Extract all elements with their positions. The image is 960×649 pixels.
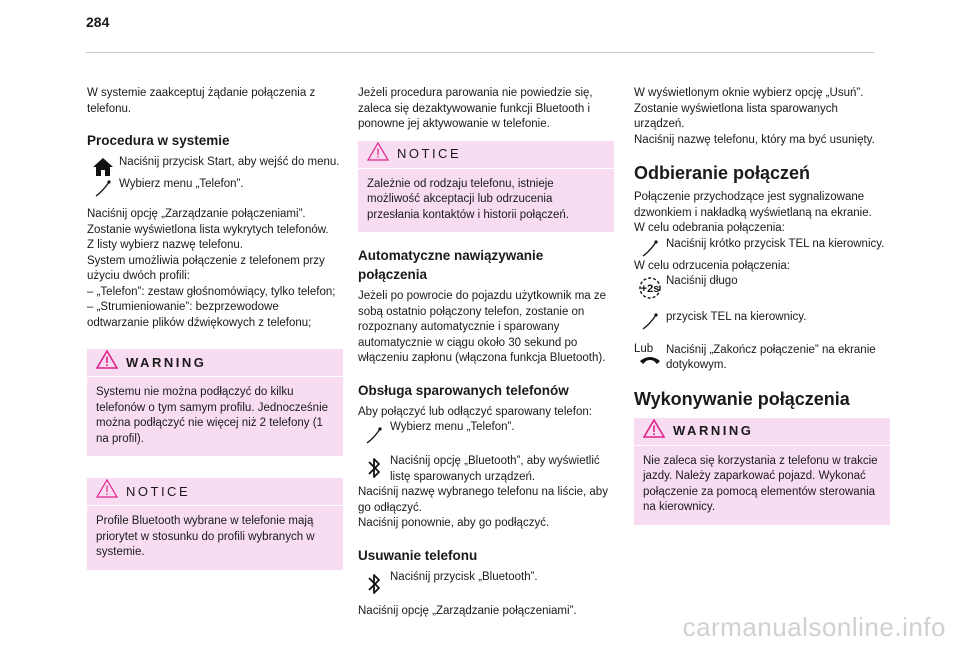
page-number: 284 (86, 14, 110, 30)
to-reject-text: W celu odrzucenia połączenia: (634, 259, 790, 272)
para-list-displayed: Zostanie wyświetlona lista wykrytych telefonów. (87, 223, 329, 236)
notice-text: Zależnie od rodzaju telefonu, istnieje możliwość akceptacji lub odrzucenia przesłania kontaktów i historii połączeń. (367, 177, 569, 221)
finger-touch-icon (634, 237, 666, 259)
step-telefon (87, 177, 343, 199)
hold-duration-label: +2s (640, 283, 660, 295)
heading-make-call: Wykonywanie połączenia (634, 388, 850, 409)
end-call-text: Naciśnij „Zakończ połączenie” na ekranie dotykowym. (666, 343, 876, 371)
delete-manage-text: Naciśnij opcję „Zarządzanie połączeniami”. (358, 604, 577, 617)
column-1 (87, 86, 343, 570)
warning-icon (643, 419, 673, 444)
para-manage-connections: Naciśnij opcję „Zarządzanie połączeniami”. (87, 208, 306, 220)
long-press-icon (634, 274, 666, 300)
to-answer-text: W celu odebrania połączenia: (634, 222, 785, 234)
warning-text: Nie zaleca się korzystania z telefonu w trakcie jazdy. Należy zaparkować pojazd. Wykonać połączenie za pomocą elementów sterowania na kierownicy. (643, 454, 878, 513)
incoming-call-text: Połączenie przychodzące jest sygnalizowane dzwonkiem i nakładką wyświetlaną na ekranie. (634, 191, 872, 219)
reject-tel-text: przycisk TEL na kierownicy. (666, 311, 807, 323)
bluetooth-icon (358, 570, 390, 596)
para-profile-streaming: – „Strumieniowanie”: bezprzewodowe odtwarzanie plików dźwiękowych z telefonu; (87, 301, 312, 329)
press-phone-name-text: Naciśnij nazwę telefonu, który ma być usunięty. (634, 133, 875, 146)
notice-title: NOTICE (126, 483, 191, 499)
manage-step-bluetooth (358, 454, 614, 485)
intro-text: W systemie zaakceptuj żądanie połączenia z telefonu. (87, 87, 316, 115)
delete-step-bluetooth-text: Naciśnij przycisk „Bluetooth”. (390, 570, 538, 583)
paired-list-text: Zostanie wyświetlona lista sparowanych urządzeń. (634, 102, 838, 130)
watermark: carmanualsonline.info (682, 612, 946, 642)
header-rule (86, 52, 874, 53)
end-call-step (634, 343, 890, 374)
notice-box-2 (358, 141, 614, 233)
bluetooth-icon (358, 454, 390, 480)
warning-title: WARNING (673, 423, 754, 439)
pairing-failed-text: Jeżeli procedura parowania nie powiedzie się, zaleca się dezaktywowanie funkcji Bluetooth i ponowne jej aktywowanie w telefonie. (358, 87, 593, 130)
manage-intro: Aby połączyć lub odłączyć sparowany telefon: (358, 405, 592, 418)
heading-auto-connect: Automatyczne nawiązywanie połączenia (358, 248, 544, 282)
answer-step-text: Naciśnij krótko przycisk TEL na kierownicy. (666, 237, 885, 250)
column-3 (634, 86, 890, 525)
auto-connect-text: Jeżeli po powrocie do pojazdu użytkownik ma ze sobą ostatnio połączony telefon, zostanie on rozpoznany automatycznie i sparowany automatycznie w ciągu około 30 sekund po włączeniu zapłonu (włączona funkcja Bluetooth). (358, 290, 607, 364)
warning-box (87, 349, 343, 456)
manage-step-telefon (358, 420, 614, 446)
reject-long-press-text: Naciśnij długo (666, 275, 738, 287)
home-icon (87, 155, 119, 177)
manage-reconnect-text: Naciśnij ponownie, aby go podłączyć. (358, 517, 550, 529)
step-start (87, 155, 343, 177)
heading-procedure: Procedura w systemie (87, 133, 230, 148)
warning-box-2 (634, 418, 890, 525)
notice-title: NOTICE (397, 146, 462, 162)
heading-manage-paired: Obsługa sparowanych telefonów (358, 382, 569, 398)
finger-touch-icon (358, 420, 390, 446)
finger-touch-icon (634, 310, 666, 332)
or-text: Lub (634, 343, 654, 355)
answer-step (634, 237, 890, 259)
finger-touch-icon (87, 177, 119, 199)
step-start-text: Naciśnij przycisk Start, aby wejść do menu. (119, 156, 340, 168)
hang-up-icon (634, 343, 666, 365)
heading-delete-phone: Usuwanie telefonu (358, 547, 478, 563)
manage-step-telefon-text: Wybierz menu „Telefon”. (390, 421, 515, 433)
delete-step-bluetooth (358, 570, 614, 596)
notice-icon (96, 479, 126, 504)
notice-text: Profile Bluetooth wybrane w telefonie mają priorytet w stosunku do profili wybranych w systemie. (96, 515, 315, 558)
reject-tel-step (634, 310, 890, 332)
para-select-name: Z listy wybierz nazwę telefonu. (87, 239, 243, 251)
manage-disconnect-text: Naciśnij nazwę wybranego telefonu na liście, aby go odłączyć. (358, 486, 608, 514)
para-two-profiles: System umożliwia połączenie z telefonem przy użyciu dwóch profili: (87, 254, 325, 282)
warning-title: WARNING (126, 354, 207, 370)
warning-icon (96, 350, 126, 375)
warning-text: Systemu nie można podłączyć do kilku telefonów o tym samym profilu. Jednocześnie można podłączyć nie więcej niż 2 telefony (1 na profil). (96, 386, 329, 445)
column-2 (358, 86, 614, 619)
manage-step-bluetooth-text: Naciśnij opcję „Bluetooth”, aby wyświetlić listę sparowanych urządzeń. (390, 455, 600, 483)
heading-receive-calls: Odbieranie połączeń (634, 163, 811, 183)
select-delete-text: W wyświetlonym oknie wybierz opcję „Usuń”. (634, 87, 864, 99)
para-profile-telefon: – „Telefon”: zestaw głośnomówiący, tylko telefon; (87, 285, 336, 298)
step-telefon-text: Wybierz menu „Telefon”. (119, 178, 244, 190)
notice-icon (367, 142, 397, 167)
notice-box (87, 478, 343, 570)
reject-long-press-step (634, 274, 890, 300)
